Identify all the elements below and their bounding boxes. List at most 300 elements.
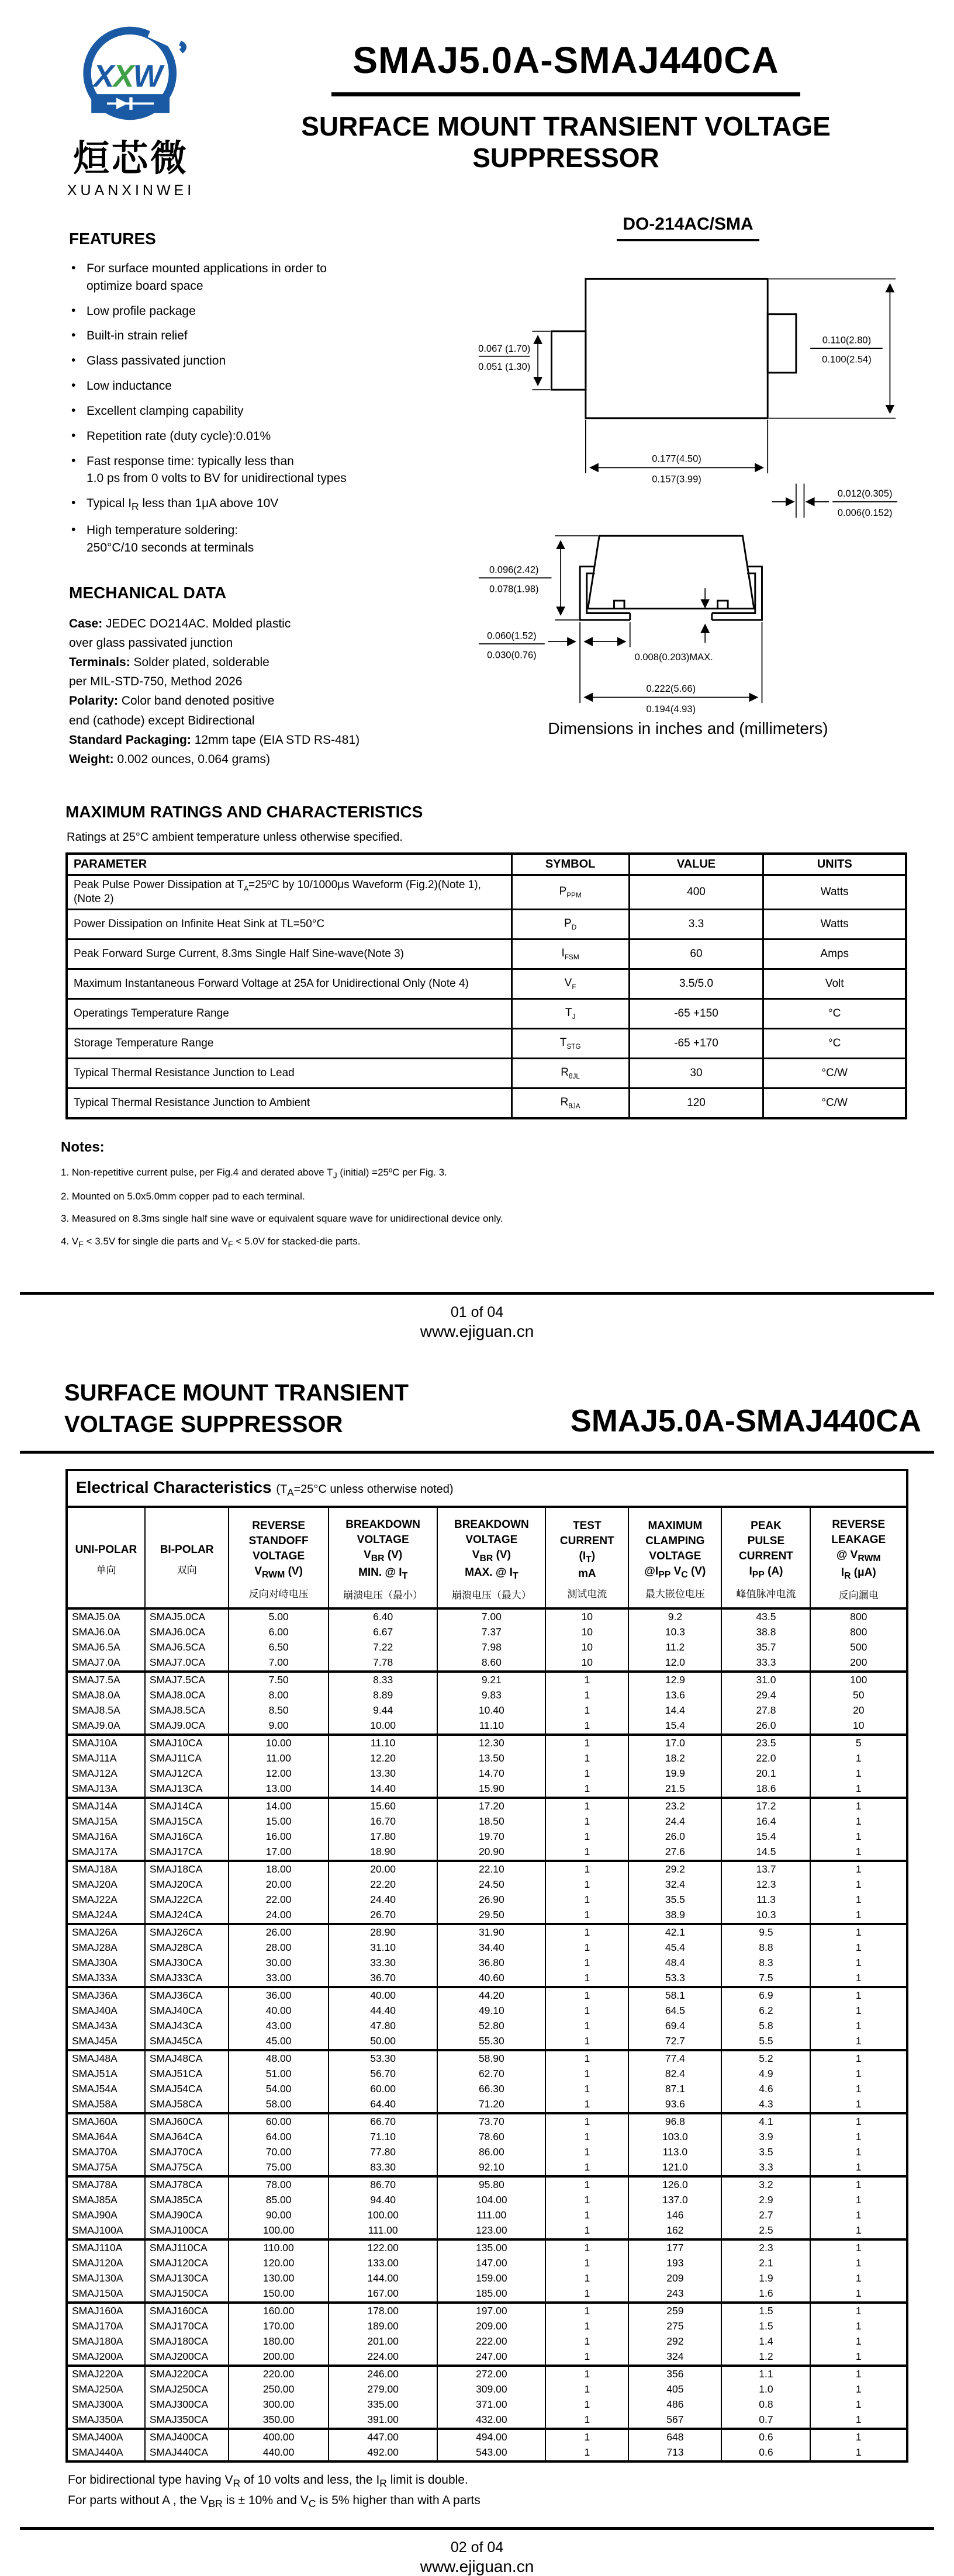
value-cell: 17.2 [721, 1798, 810, 1814]
note-item: 4. $V_F < 3.5V$ for single die parts and $V_F < 5.0V$ for stacked-die parts. [61, 1235, 361, 1250]
bi-polar-cell: SMAJ48CA [145, 2050, 229, 2067]
value-cell: 0.6 [721, 2445, 810, 2460]
uni-polar-cell: SMAJ11A [72, 1752, 117, 1764]
value-cell: 400 [629, 875, 763, 910]
value-cell: 103.0 [628, 2130, 721, 2145]
value-cell: 14.40 [329, 1781, 437, 1798]
value-cell: 7.22 [329, 1640, 437, 1655]
value-cell: 38.8 [721, 1625, 810, 1640]
table-row [68, 2303, 906, 2319]
value-cell: 1 [810, 2208, 906, 2223]
mechanical-line: end (cathode) except Bidirectional [69, 713, 255, 727]
value-cell: 405 [628, 2382, 721, 2397]
table-row [67, 1088, 906, 1118]
value-cell: 1 [545, 1718, 628, 1735]
value-cell: 13.00 [229, 1781, 329, 1798]
value-cell: 1 [545, 1908, 628, 1924]
feature-item [69, 495, 443, 514]
value-cell: 7.98 [437, 1640, 545, 1655]
value-cell: 28.90 [329, 1924, 437, 1940]
value-cell: 1 [810, 1861, 906, 1877]
value-cell: 391.00 [329, 2412, 437, 2429]
value-cell: 75.00 [229, 2160, 329, 2176]
value-cell: 24.4 [628, 1814, 721, 1829]
ratings-table [65, 852, 907, 1119]
value-cell: 104.00 [437, 2193, 545, 2208]
value-cell: 120.00 [229, 2256, 329, 2271]
value-cell: 2.5 [721, 2223, 810, 2239]
value-cell: 58.90 [437, 2050, 545, 2067]
units-cell: Volt [763, 969, 906, 998]
uni-polar-cell: SMAJ22A [72, 1894, 117, 1906]
uni-polar-cell: SMAJ75A [68, 2160, 145, 2176]
value-cell: 64.40 [329, 2097, 437, 2113]
value-cell: 300.00 [229, 2397, 329, 2412]
value-cell: 2.3 [721, 2239, 810, 2256]
units-cell: Amps [763, 939, 906, 969]
value-cell: 1.9 [721, 2271, 810, 2286]
value-cell: 4.3 [721, 2097, 810, 2113]
value-cell: 6.67 [329, 1625, 437, 1640]
value-cell: 200 [810, 1655, 906, 1672]
bi-polar-cell: SMAJ51CA [145, 2067, 229, 2082]
bullet-icon: • [71, 353, 76, 367]
value-cell: 9.2 [628, 1608, 721, 1625]
value-cell: 10.40 [437, 1703, 545, 1718]
bi-polar-cell: SMAJ6.0CA [145, 1625, 229, 1640]
table-row [68, 2223, 906, 2239]
value-cell: 28.00 [229, 1940, 329, 1956]
feature-line: • Repetition rate (duty cycle):0.01% [69, 428, 443, 445]
features-list [69, 260, 443, 557]
uni-polar-cell: SMAJ85A [72, 2194, 117, 2206]
parameter-cell: Typical Thermal Resistance Junction to Ambient [67, 1088, 511, 1118]
value-cell: 22.00 [229, 1892, 329, 1908]
footnote: For bidirectional type having $V_R$ of 10 volts and less, the $I_R$ limit is double. [68, 2473, 468, 2489]
value-cell: 1 [545, 2397, 628, 2412]
page-header [0, 0, 954, 199]
value-cell: 71.10 [329, 2130, 437, 2145]
value-cell: 1 [810, 1924, 906, 1940]
uni-polar-cell: SMAJ45A [68, 2034, 145, 2050]
value-cell: 20 [810, 1703, 906, 1718]
value-cell: 123.00 [437, 2223, 545, 2239]
value-cell: 324 [628, 2349, 721, 2366]
value-cell: 45.00 [229, 2034, 329, 2050]
value-cell: 90.00 [229, 2208, 329, 2223]
parameter-cell: Typical Thermal Resistance Junction to Lead [67, 1058, 511, 1088]
value-cell: 371.00 [437, 2397, 545, 2412]
value-cell: 1 [545, 2082, 628, 2097]
uni-polar-cell: SMAJ28A [72, 1941, 117, 1954]
table-row [67, 1058, 906, 1088]
symbol-cell: $R_{\theta JL}$ [511, 1058, 629, 1088]
title-block [213, 21, 919, 199]
value-cell: 10.3 [628, 1625, 721, 1640]
symbol-cell: $T_J$ [511, 998, 629, 1028]
value-cell: 17.80 [329, 1829, 437, 1845]
uni-polar-cell: SMAJ70A [72, 2146, 117, 2158]
uni-polar-cell: SMAJ150A [68, 2286, 145, 2303]
bi-polar-cell: SMAJ180CA [145, 2334, 229, 2349]
value-cell: 1 [545, 1735, 628, 1751]
bi-polar-cell: SMAJ350CA [145, 2412, 229, 2429]
bi-polar-cell: SMAJ18CA [145, 1861, 229, 1877]
bi-polar-cell: SMAJ24CA [145, 1908, 229, 1924]
value-cell: 20.90 [437, 1845, 545, 1861]
package-top-view [551, 279, 796, 418]
bi-polar-cell: SMAJ30CA [145, 1956, 229, 1971]
value-cell: 31.10 [329, 1940, 437, 1956]
uni-polar-cell: SMAJ90A [72, 2209, 117, 2221]
uni-polar-cell: SMAJ250A [72, 2383, 123, 2395]
value-cell: 50 [810, 1688, 906, 1703]
value-cell: 567 [628, 2412, 721, 2429]
symbol-cell: $T_{STG}$ [511, 1028, 629, 1058]
dimension-label: 0.060(1.52) [487, 630, 537, 642]
value-cell: 0.7 [721, 2412, 810, 2429]
value-cell: 432.00 [437, 2412, 545, 2429]
table-row [68, 2050, 906, 2067]
value-cell: 43.5 [721, 1608, 810, 1625]
bi-polar-cell: SMAJ170CA [145, 2319, 229, 2334]
dimension-label: 0.051 (1.30) [478, 361, 531, 373]
value-cell: 9.00 [229, 1718, 329, 1735]
value-cell: 1 [545, 1781, 628, 1798]
bi-polar-cell: SMAJ7.5CA [145, 1672, 229, 1688]
bi-polar-cell: SMAJ9.0CA [145, 1718, 229, 1735]
value-cell: 94.40 [329, 2193, 437, 2208]
table-row [68, 1655, 906, 1672]
feature-item [69, 428, 443, 445]
package-diagram [478, 245, 898, 717]
ratings-section [0, 803, 954, 1119]
table-row [68, 1940, 906, 1956]
value-cell: 24.50 [437, 1877, 545, 1892]
value-cell: 6.40 [329, 1608, 437, 1625]
footer-rule [20, 2527, 934, 2530]
table-row [68, 2113, 906, 2130]
bullet-icon: • [71, 328, 76, 342]
value-cell: 1 [810, 2145, 906, 2160]
value-cell: 1 [545, 2160, 628, 2176]
table-row [68, 2130, 906, 2145]
value-cell: 224.00 [329, 2349, 437, 2366]
table-row [68, 2003, 906, 2019]
value-cell: 6.00 [229, 1625, 329, 1640]
value-cell: 159.00 [437, 2271, 545, 2286]
table-row [68, 1625, 906, 1640]
value-cell: 14.70 [437, 1766, 545, 1781]
note-item: 3. Measured on 8.3ms single half sine wave or equivalent square wave for unidirectional device only. [61, 1213, 503, 1225]
table-row [68, 1814, 906, 1829]
bullet-icon: • [71, 523, 76, 537]
parameter-cell: Storage Temperature Range [67, 1028, 511, 1058]
subtitle-line: VOLTAGE SUPPRESSOR [64, 1411, 343, 1437]
ratings-column-header: VALUE [629, 854, 763, 875]
uni-polar-cell: SMAJ160A [72, 2305, 123, 2317]
value-cell: 3.3 [629, 909, 763, 939]
value-cell: 309.00 [437, 2382, 545, 2397]
value-cell: 27.6 [628, 1845, 721, 1861]
dimension-label: 0.030(0.76) [487, 649, 537, 661]
value-cell: 5.2 [721, 2050, 810, 2067]
header-rule [20, 1451, 934, 1454]
notes-list [61, 1162, 907, 1254]
table-row [68, 1751, 906, 1766]
uni-polar-cell: SMAJ33A [68, 1971, 145, 1987]
value-cell: 1 [545, 1766, 628, 1781]
value-cell: 1 [810, 1956, 906, 1971]
table-row [67, 998, 906, 1028]
value-cell: 209.00 [437, 2319, 545, 2334]
uni-polar-cell: SMAJ43A [72, 2020, 117, 2032]
value-cell: 247.00 [437, 2349, 545, 2366]
value-cell: 48.00 [229, 2050, 329, 2067]
value-cell: 18.90 [329, 1845, 437, 1861]
parameter-cell: Operatings Temperature Range [67, 998, 511, 1028]
value-cell: 77.4 [628, 2050, 721, 2067]
bi-polar-cell: SMAJ17CA [145, 1845, 229, 1861]
value-cell: 1 [810, 1940, 906, 1956]
value-cell: 177 [628, 2239, 721, 2256]
value-cell: 1 [545, 2319, 628, 2334]
notes-section [0, 1139, 954, 1254]
value-cell: 72.7 [628, 2034, 721, 2050]
page-2 [0, 1341, 954, 2576]
table-row [68, 1892, 906, 1908]
note-item: 1. Non-repetitive current pulse, per Fig.4 and derated above $T_J$ (initial) =25ºC per Fig. 3. [61, 1166, 447, 1181]
value-cell: 34.40 [437, 1940, 545, 1956]
table-row [68, 1640, 906, 1655]
value-cell: 648 [628, 2429, 721, 2445]
uni-polar-cell: SMAJ9.0A [68, 1718, 145, 1735]
value-cell: 3.5/5.0 [629, 969, 763, 998]
value-cell: 6.2 [721, 2003, 810, 2019]
uni-polar-cell: SMAJ15A [72, 1815, 117, 1828]
ratings-column-header: SYMBOL [511, 854, 629, 875]
value-cell: 26.90 [437, 1892, 545, 1908]
uni-polar-cell: SMAJ110A [72, 2242, 123, 2254]
value-cell: 135.00 [437, 2239, 545, 2256]
mechanical-line: Case: JEDEC DO214AC. Molded plastic [69, 616, 291, 630]
value-cell: 1 [810, 2319, 906, 2334]
value-cell: 8.33 [329, 1672, 437, 1688]
value-cell: 133.00 [329, 2256, 437, 2271]
value-cell: 1 [545, 1672, 628, 1688]
value-cell: 185.00 [437, 2286, 545, 2303]
value-cell: 120 [629, 1088, 763, 1118]
bi-polar-cell: SMAJ13CA [145, 1781, 229, 1798]
value-cell: 1 [810, 2160, 906, 2176]
feature-line: • Low inductance [69, 377, 443, 395]
footnote: For parts without A , the $V_{BR}$ is ± 10% and $V_C$ is 5% higher than with A parts [68, 2493, 481, 2510]
value-cell: 259 [628, 2303, 721, 2319]
feature-item [69, 453, 443, 488]
symbol-cell: $V_F$ [511, 969, 629, 998]
value-cell: 22.0 [721, 1751, 810, 1766]
value-cell: 144.00 [329, 2271, 437, 2286]
value-cell: 36.80 [437, 1956, 545, 1971]
uni-polar-cell: SMAJ64A [72, 2131, 117, 2143]
value-cell: 146 [628, 2208, 721, 2223]
value-cell: 0.8 [721, 2397, 810, 2412]
value-cell: 45.4 [628, 1940, 721, 1956]
dimension-label: 0.194(4.93) [646, 703, 696, 715]
uni-polar-cell: SMAJ12A [72, 1767, 117, 1780]
mechanical-line: Terminals: Solder plated, solderable [69, 656, 269, 670]
page-footer [0, 1292, 954, 1341]
bi-polar-cell: SMAJ400CA [145, 2429, 229, 2445]
mechanical-line: Polarity: Color band denoted positive [69, 694, 275, 708]
value-cell: 494.00 [437, 2429, 545, 2445]
bi-polar-cell: SMAJ300CA [145, 2397, 229, 2412]
value-cell: 77.80 [329, 2145, 437, 2160]
electrical-column-header: REVERSE STANDOFF VOLTAGE $V_{RWM}$ (V) 反向对峙电压 [229, 1508, 329, 1608]
table-row [68, 2160, 906, 2176]
page-footer [0, 2527, 954, 2576]
value-cell: 492.00 [329, 2445, 437, 2460]
table-row [68, 1608, 906, 1625]
value-cell: 11.10 [329, 1735, 437, 1751]
value-cell: 1 [545, 1971, 628, 1987]
uni-polar-cell: SMAJ51A [72, 2068, 117, 2080]
bi-polar-cell: SMAJ8.0CA [145, 1688, 229, 1703]
value-cell: 1 [545, 2176, 628, 2193]
bi-polar-cell: SMAJ130CA [145, 2271, 229, 2286]
dimension-label: 0.100(2.54) [822, 353, 872, 365]
bi-polar-cell: SMAJ43CA [145, 2019, 229, 2034]
value-cell: 36.70 [329, 1971, 437, 1987]
value-cell: -65 +150 [629, 998, 763, 1028]
value-cell: 197.00 [437, 2303, 545, 2319]
table-row [68, 1877, 906, 1892]
table-row [68, 2334, 906, 2349]
value-cell: 38.9 [628, 1908, 721, 1924]
value-cell: 95.80 [437, 2176, 545, 2193]
feature-line: 250°C/10 seconds at terminals [87, 540, 254, 554]
value-cell: 1 [810, 2082, 906, 2097]
table-row [68, 1735, 906, 1751]
value-cell: 1 [810, 2256, 906, 2271]
value-cell: 29.50 [437, 1908, 545, 1924]
feature-line: • Fast response time: typically less than [69, 453, 443, 470]
value-cell: 8.8 [721, 1940, 810, 1956]
value-cell: 18.6 [721, 1781, 810, 1798]
value-cell: 1 [810, 1845, 906, 1861]
uni-polar-cell: SMAJ130A [72, 2272, 123, 2284]
value-cell: 10.00 [329, 1718, 437, 1735]
bi-polar-cell: SMAJ75CA [145, 2160, 229, 2176]
value-cell: 26.0 [628, 1829, 721, 1845]
value-cell: 13.7 [721, 1861, 810, 1877]
value-cell: 15.60 [329, 1798, 437, 1814]
value-cell: 8.60 [437, 1655, 545, 1672]
value-cell: 800 [810, 1608, 906, 1625]
value-cell: 1 [810, 1987, 906, 2003]
value-cell: 500 [810, 1640, 906, 1655]
value-cell: 16.4 [721, 1814, 810, 1829]
value-cell: 1 [545, 1814, 628, 1829]
value-cell: 52.80 [437, 2019, 545, 2034]
value-cell: 1 [545, 1877, 628, 1892]
value-cell: 11.3 [721, 1892, 810, 1908]
value-cell: 14.4 [628, 1703, 721, 1718]
parameter-cell: Maximum Instantaneous Forward Voltage at 25A for Unidirectional Only (Note 4) [67, 969, 511, 998]
table-row [68, 2256, 906, 2271]
value-cell: 2.7 [721, 2208, 810, 2223]
bi-polar-cell: SMAJ28CA [145, 1940, 229, 1956]
value-cell: 160.00 [229, 2303, 329, 2319]
dimension-label: 0.067 (1.70) [478, 342, 531, 354]
uni-polar-cell: SMAJ17A [68, 1845, 145, 1861]
bullet-icon: • [71, 428, 76, 442]
value-cell: 1 [545, 2003, 628, 2019]
part-range-title: SMAJ5.0A-SMAJ440CA [570, 1403, 921, 1438]
bi-polar-cell: SMAJ36CA [145, 1987, 229, 2003]
value-cell: 1 [545, 1845, 628, 1861]
value-cell: 1 [810, 2412, 906, 2429]
subtitle-line: SURFACE MOUNT TRANSIENT [64, 1379, 409, 1406]
value-cell: 100.00 [229, 2223, 329, 2239]
value-cell: 15.90 [437, 1781, 545, 1798]
value-cell: 100 [810, 1672, 906, 1688]
bi-polar-cell: SMAJ12CA [145, 1766, 229, 1781]
electrical-title [68, 1471, 906, 1508]
feature-item [69, 403, 443, 420]
uni-polar-cell: SMAJ60A [72, 2116, 117, 2128]
value-cell: 26.00 [229, 1924, 329, 1940]
table-row [68, 2239, 906, 2256]
value-cell: 44.20 [437, 1987, 545, 2003]
bullet-icon: • [71, 496, 76, 510]
value-cell: 1 [545, 2445, 628, 2460]
value-cell: 1.4 [721, 2334, 810, 2349]
table-footnotes [68, 2471, 908, 2512]
value-cell: 178.00 [329, 2303, 437, 2319]
value-cell: 30.00 [229, 1956, 329, 1971]
value-cell: 1 [810, 2429, 906, 2445]
logo-mark [63, 21, 199, 130]
value-cell: 1 [545, 1688, 628, 1703]
value-cell: 1 [545, 2349, 628, 2366]
value-cell: 1 [810, 2067, 906, 2082]
table-row [68, 2176, 906, 2193]
electrical-column-header: REVERSE LEAKAGE @ $V_{RWM}$ $I_R$ (μA) 反向漏电 [810, 1508, 906, 1608]
value-cell: 335.00 [329, 2397, 437, 2412]
feature-line: • Typical $I_R$ less than 1μA above 10V [69, 495, 443, 514]
value-cell: 86.70 [329, 2176, 437, 2193]
value-cell: 0.6 [721, 2429, 810, 2445]
dimension-label: 0.012(0.305) [837, 488, 893, 500]
value-cell: 1 [810, 2271, 906, 2286]
bi-polar-cell: SMAJ58CA [145, 2097, 229, 2113]
bi-polar-cell: SMAJ10CA [145, 1735, 229, 1751]
value-cell: 1 [545, 2286, 628, 2303]
parameter-cell: Peak Pulse Power Dissipation at $T_A=25ºC$ by 10/1000μs Waveform (Fig.2)(Note 1), (Note 2) [67, 875, 511, 910]
value-cell: 12.00 [229, 1766, 329, 1781]
electrical-title-text: Electrical Characteristics [76, 1478, 272, 1496]
mechanical-line: Standard Packaging: 12mm tape (EIA STD RS-481) [69, 733, 360, 747]
value-cell: 20.1 [721, 1766, 810, 1781]
value-cell: 10 [545, 1655, 628, 1672]
value-cell: 51.00 [229, 2067, 329, 2082]
value-cell: 1.2 [721, 2349, 810, 2366]
table-row [68, 2445, 906, 2460]
bi-polar-cell: SMAJ100CA [145, 2223, 229, 2239]
uni-polar-cell: SMAJ18A [72, 1863, 117, 1875]
value-cell: 440.00 [229, 2445, 329, 2460]
